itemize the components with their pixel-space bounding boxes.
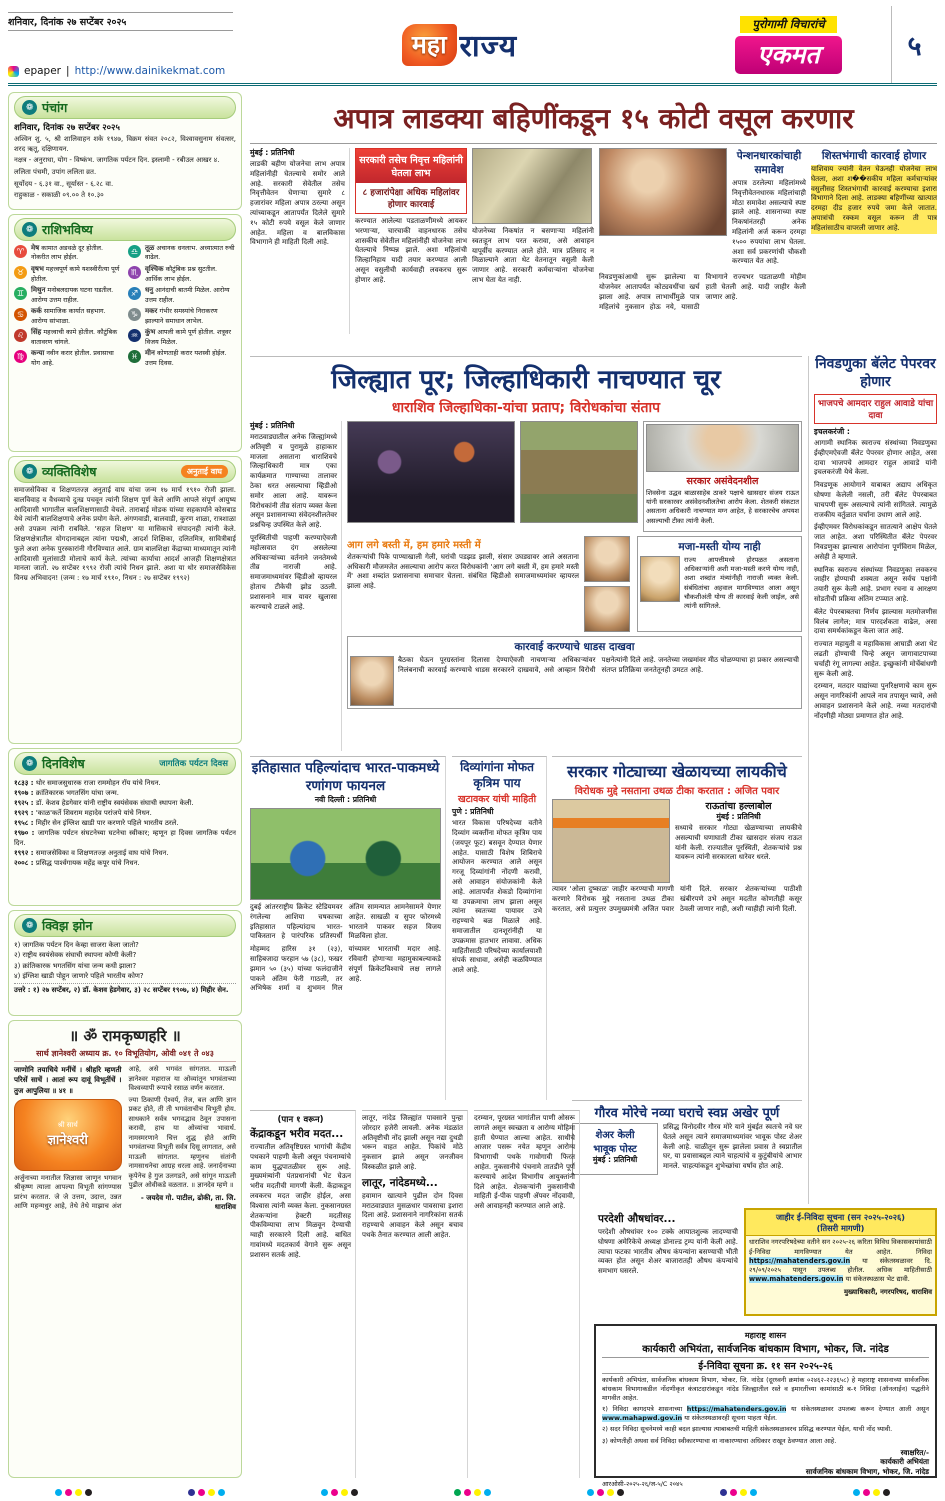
prosthetic-subhead: खटावकर यांची माहिती xyxy=(457,794,537,806)
prosthetic-article xyxy=(452,756,547,1100)
zodiac-name: कुंभ xyxy=(145,328,156,337)
cricket-headline: इतिहासात पहिल्यांदाच भारत-पाकमध्ये रणांगण फायनल xyxy=(251,760,440,794)
continuation-head-2: लातूर, नांदेडमध्ये... xyxy=(362,1176,438,1189)
attack-tag: राऊतांचा हल्लाबोल xyxy=(705,801,772,812)
scorpio-icon: ♏ xyxy=(128,266,141,279)
tender-signatory: मुख्याधिकारी, नगरपरिषद, धाराशिव xyxy=(843,1288,932,1297)
page-number: ५ xyxy=(891,6,937,83)
panchang-header xyxy=(14,96,236,119)
zodiac-name: मकर xyxy=(145,307,158,316)
prosthetic-body: भारत विकास परिषदेच्या वतीने दिव्यांग व्यक्तींना मोफत कृत्रिम पाय (जयपूर फूट) बसवून देण्यात येणार आहेत. यासाठी विशेष शिबिराचे आयोजन करण्यात आले असून गरजू दिव्यांगांनी नोंदणी करावी, असे आवाहन संयोजकांनी केले आहे. आतापर्यंत शेकडो दिव्यांगांना या उपक्रमाचा लाभ झाला असून त्यांना स्वतःच्या पायावर उभे राहण्याचे बळ मिळाले आहे. समाजातील दानशूरांनीही या उपक्रमास हातभार लावावा. अधिक माहितीसाठी परिषदेच्या कार्यालयाशी संपर्क साधावा, असेही कळविण्यात आले आहे. xyxy=(452,819,542,975)
zodiac-item xyxy=(14,265,122,283)
registration-dot xyxy=(587,1489,594,1496)
registration-dot xyxy=(321,1489,328,1496)
raut-box-title: सरकार असंवेदनशील xyxy=(686,476,759,487)
official-portrait-1 xyxy=(584,536,630,582)
quiz-answers: उत्तरे : १) २७ सप्टेंबर, २) डॉ. केशव हेडगेवार, ३) २८ सप्टेंबर १९०७, ४) मिहीर सेन. xyxy=(14,983,236,995)
sagittarius-icon: ♐ xyxy=(128,287,141,300)
registration-dot xyxy=(750,1489,757,1496)
registration-dot xyxy=(188,1489,195,1496)
zodiac-name: धनु xyxy=(145,286,154,295)
registration-dot xyxy=(341,1489,348,1496)
year-label: २००८ : xyxy=(14,859,36,867)
spiritual-body xyxy=(14,1065,236,1212)
newspaper-logo xyxy=(233,6,686,83)
registration-marks xyxy=(0,1489,945,1496)
byline: इचलकरंजी : xyxy=(814,427,850,436)
registration-dot xyxy=(208,1489,215,1496)
byline: मुंबई : प्रतिनिधी xyxy=(250,421,295,430)
logo-suffix: राज्य xyxy=(459,29,518,64)
event-text: जागतिक पर्यटन संघटनेच्या घटनेचा स्वीकार; म्हणून हा दिवस जागतिक पर्यटन दिन. xyxy=(14,829,236,847)
quiz-question: ४) इंग्लिश खाडी पोहून जाणारे पहिले भारतीय कोण? xyxy=(14,972,144,981)
ballot-para: निवडणूक आयोगाने याबाबत अद्याप अधिकृत घोषणा केलेली नसली, तरी बॅलेट पेपरबाबत चाचपणी सुरू असल्याचे त्यांनी सांगितले. त्यामुळे राजकीय वर्तुळात चर्चांना उधाण आले आहे. xyxy=(814,481,937,519)
signature-line: सार्वजनिक बांधकाम विभाग, भोकर, जि. नांदेड xyxy=(805,1467,929,1477)
zodiac-text: सामाजिक कार्यात सहभाग. आरोग्य सांभाळा. xyxy=(31,307,106,325)
zodiac-grid xyxy=(14,244,236,367)
continuation-body-1: राज्यातील अतिवृष्टिग्रस्त भागांची केंद्रीय पथकाने पाहणी केली असून पंचनाम्यांचे काम युद्धपातळीवर सुरू आहे. मुख्यमंत्र्यांनी पंतप्रधानांची भेट घेऊन भरीव मदतीची मागणी केली. केंद्राकडून लवकरच मदत जाहीर होईल, असा विश्वास त्यांनी व्यक्त केला. नुकसानग्रस्त शेतकऱ्यांना हेक्टरी मदतीसह पीकविम्याचा लाभ मिळवून देण्याची ग्वाही सरकारने दिली आहे. बाधित गावांमध्ये मदतकार्य वेगाने सुरू असून प्रशासन सतर्क आहे. xyxy=(250,1143,351,1259)
discipline-body: याशिवाय ज्यांनी वेतन घेऊनही योजनेचा लाभ घेतला, अशा श��सकीय महिला कर्मचाऱ्यांवर वसुलीसह शिस्तभंगाची कारवाई करण्याचा इशारा विभागाने दिला आहे. लाडक्या बहिणींच्या खात्यात दरमहा दीड हजार रुपये जमा केले जातात. अपात्रांची रक्कम वसूल करून ती पात्र महिलांसाठीच वापरली जाणार आहे. xyxy=(811,165,937,232)
registration-dot xyxy=(218,1489,225,1496)
ajit-subhead: विरोधक मुद्दे नसताना उथळ टीका करतात : अजित पवार xyxy=(574,786,780,797)
lead-col-5 xyxy=(811,148,937,334)
tender-url-2[interactable]: www.mahatenders.gov.in xyxy=(749,1275,844,1284)
flood-body-2: पूरस्थितीची पाहणी करण्याऐवजी महोत्सवात दंग असलेल्या अधिकाऱ्यांच्या वर्तनाने जनतेमध्ये तीव्र नाराजी आहे. समाजमाध्यमांवर व्हिडीओ व्हायरल होताच टीकेची झोड उठली. प्रशासनाने मात्र यावर खुलासा करण्याचे टाळले आहे. xyxy=(250,533,337,611)
day-special-title: दिनविशेष xyxy=(42,756,85,771)
lead-col-3 xyxy=(472,148,594,334)
pwd-note-1 xyxy=(602,1405,929,1423)
gemini-icon: ♊ xyxy=(14,287,27,300)
zodiac-name: वृश्चिक xyxy=(145,265,164,274)
day-special-item xyxy=(14,778,236,788)
registration-dot xyxy=(464,1489,471,1496)
registration-dot xyxy=(198,1489,205,1496)
cricket-article xyxy=(250,756,446,1100)
commentary-1: अर्जुनाच्या मनातील जिज्ञासा जाणून भगवान श्रीकृष्ण त्याला आपल्या विभूती सांगण्यास प्रारंभ करतात. जे जे उत्तम, उदात्त, उन्नत आणि महन्मधुर आहे, तेथे तेथे माझाच अंश आहे, असे भगवंत सांगतात. माऊली ज्ञानेश्वर महाराज या ओव्यांतून भगवंताच्या विश्वव्यापी रूपाचे रसाळ वर्णन करतात. xyxy=(14,1065,236,1211)
ballot-para: स्थानिक स्वराज्य संस्थांच्या निवडणुका लवकरच जाहीर होण्याची शक्यता असून सर्वच पक्षांनी तयारी सुरू केली आहे. प्रभाग रचना व आरक्षण सोडतीची प्रक्रिया अंतिम टप्प्यात आहे. xyxy=(814,565,937,603)
ajit-headline: सरकार गोट्याच्या खेळायच्या लायकीचे xyxy=(567,762,787,781)
pwd-text: या संकेतस्थळावर उपलब्ध करून देण्यात आली असून xyxy=(786,1405,929,1414)
year-label: १९२५ : xyxy=(14,799,36,807)
continuation-body-2b: हवामान खात्याने पुढील दोन दिवस मराठवाड्यात मुसळधार पावसाचा इशारा दिला आहे. प्रशासनाने नागरिकांना सतर्क राहण्याचे आवाहन केले असून बचाव पथके तैनात करण्यात आली आहेत. xyxy=(362,1191,463,1239)
graphic-top-text: श्री सार्थ xyxy=(57,1121,78,1130)
ajit-body-2: त्यावर 'ओला दुष्काळ' जाहीर करण्याची मागणी करणारे विरोधक मुद्दे नसताना उथळ टीका करतात, असे प्रत्युत्तर उपमुख्यमंत्री अजित पवार यांनी दिले. सरकार शेतकऱ्यांच्या पाठीशी खंबीरपणे उभे असून मदतीत कोणतीही कसूर ठेवली जाणार नाही, अशी ग्वाहीही त्यांनी दिली. xyxy=(552,885,802,913)
gaurav-headline: गौरव मोरेचे नव्या घराचे स्वप्न अखेर पूर्ण xyxy=(594,1106,780,1121)
currency-notes-photo xyxy=(472,148,592,224)
cancer-icon: ♋ xyxy=(14,308,27,321)
panchang-line: अश्विन शु. ५, श्री शालिवाहन शके १९४७, विक्रम संवत २०८२, विश्वावसुनाम संवत्सर, शरद ऋतू, दक्षिणायन. xyxy=(14,135,236,153)
byline: मुंबई : प्रतिनिधी xyxy=(592,1155,638,1164)
spiritual-title: ॥ ॐ रामकृष्णहरि ॥ xyxy=(69,1027,181,1045)
year-label: १९२९ : xyxy=(14,809,36,817)
pension-body: अपात्र ठरलेल्या महिलांमध्ये निवृत्तीवेतनधारक महिलांचाही मोठा समावेश असल्याचे स्पष्ट झाले आहे. शासनाच्या स्पष्ट निकषांनंतरही अनेक महिलांनी अर्ज करून दरमहा १५०० रुपयांचा लाभ घेतला. अशा सर्व प्रकरणांची चौकशी करण्यात येत आहे. xyxy=(732,179,806,266)
panchang-line: ललिता पंचमी, उपांग ललिता व्रत. xyxy=(14,167,97,176)
zodiac-item xyxy=(14,244,122,262)
zodiac-text: कामात अडथळे दूर होतील. नोकरीत लाभ होईल. xyxy=(31,244,104,262)
zodiac-text: कोणताही करार यशस्वी होईल. उत्तम दिवस. xyxy=(145,349,227,367)
flood-aerial-photo xyxy=(520,421,638,523)
person-name-badge: अनुताई वाघ xyxy=(181,465,228,478)
discipline-subhead: शिस्तभंगाची कारवाई होणार xyxy=(821,150,927,162)
main-content xyxy=(250,92,937,1488)
registration-dot xyxy=(873,1489,880,1496)
zodiac-name: कर्क xyxy=(31,307,42,316)
box-line-2: भावूक पोस्ट xyxy=(593,1144,637,1155)
horoscope-header xyxy=(14,218,236,241)
masti-body: राज्य आपत्तीमध्ये होरपळत असताना अधिकाऱ्यांनी अशी मजा-मस्ती करणे योग्य नाही, अशा शब्दांत मंत्र्यांनीही नाराजी व्यक्त केली. संबंधितांचा अहवाल मागविण्यात आला असून चौकशीअंती योग्य ती कारवाई केली जाईल, असे त्यांनी सांगितले. xyxy=(684,555,799,610)
brand-ekmat: एकमत xyxy=(735,36,841,74)
flood-subhead: धाराशिव जिल्हाधिका-यांचा प्रताप; विरोधकांचा संताप xyxy=(391,400,661,416)
lead-headline: अपात्र लाडक्या बहिणींकडून १५ कोटी वसूल करणार xyxy=(250,92,937,144)
person-special-header xyxy=(14,460,236,483)
pwd-text: १) निविदा कागदपत्रे शासनाच्या xyxy=(602,1405,687,1414)
tender-text: धाराशिव नगरपरिषदेच्या वतीने सन २०२५-२६ करिता विविध विकासकामांसाठी ई-निविदा मागविण्यात येत आहेत. निविदा xyxy=(749,1238,932,1256)
zodiac-name: सिंह xyxy=(31,328,42,337)
masthead xyxy=(8,6,937,86)
zodiac-text: महत्त्वपूर्ण कामे यशस्वीरीत्या पूर्ण होतील. xyxy=(31,265,120,283)
registration-dot xyxy=(863,1489,870,1496)
pwd-url-1[interactable]: https://mahatenders.gov.in xyxy=(686,1405,787,1414)
opposition-leader-photo xyxy=(350,656,394,706)
flood-article xyxy=(250,356,802,750)
continued-from-tag: (पान १ वरून) xyxy=(277,1115,324,1125)
sanjay-raut-photo xyxy=(646,424,799,472)
registration-dot xyxy=(853,1489,860,1496)
year-label: १९५८ : xyxy=(14,819,36,827)
registration-dot xyxy=(85,1489,92,1496)
pwd-reference: आरओसी-२०२५-२६/ज-५/C २०४५ xyxy=(602,1479,683,1488)
lead-col-4 xyxy=(599,148,806,334)
minister-photo xyxy=(640,556,680,602)
continuation-body-2c: दरम्यान, पूरग्रस्त भागांतील पाणी ओसरू लागले असून स्वच्छता व आरोग्य मोहिमा हाती घेण्यात आल्या आहेत. साथीचे आजार पसरू नयेत म्हणून आरोग्य विभागाची पथके गावोगावी फिरत आहेत. नुकसानीचे पंचनामे तातडीने पूर्ण करण्याचे आदेश विभागीय आयुक्तांनी दिले आहेत. शेतकऱ्यांनी नुकसानीची माहिती ई-पीक पाहणी ॲपवर नोंदवावी, असे आवाहनही करण्यात आले आहे. xyxy=(474,1114,575,1211)
flower-icon: ❁ xyxy=(22,918,37,933)
pisces-icon: ♓ xyxy=(128,350,141,363)
raut-reaction-box xyxy=(643,421,802,532)
quiz-question: १) जागतिक पर्यटन दिन केव्हा साजरा केला जातो? xyxy=(14,941,139,949)
flood-col-1 xyxy=(250,421,342,751)
tender-text: या संकेतस्थळास भेट द्यावी. xyxy=(843,1275,910,1284)
zodiac-item xyxy=(128,307,236,325)
byline: मुंबई : प्रतिनिधी xyxy=(250,148,295,157)
flower-icon: ❁ xyxy=(22,100,37,115)
day-special-item xyxy=(14,788,236,798)
panchang-section xyxy=(8,92,242,210)
panchang-line: राहुकाळ - सकाळी ०९.०० ते १०.३० xyxy=(14,191,104,200)
zodiac-text: नवीन करार होतील. प्रवासाचा योग आहे. xyxy=(31,349,114,367)
zodiac-item xyxy=(14,307,122,325)
lead-col-1 xyxy=(250,148,350,334)
commentary-2: ज्या ठिकाणी ऐश्वर्य, तेज, बल आणि ज्ञान प्रकट होते, ती ती भगवंताचीच विभूती होय. साधकाने सर्वत्र भगवद्भाव ठेवून उपासना करावी, हाच या ओव्यांचा भावार्थ. नामस्मरणाने चित्त शुद्ध होते आणि भगवंताच्या विभूती सर्वत्र दिसू लागतात, असे माऊली सांगतात. म्हणूनच संतांनी नामसाधनेचा आग्रह धरला आहे. जनार्दनाच्या कृपेनेच हे गुज उलगडते, असे सांगून माऊली पुढील ओवीकडे वळतात. ॥ ज्ञानदेव म्हणे ॥ xyxy=(128,1095,236,1190)
zodiac-item xyxy=(128,349,236,367)
registration-dot xyxy=(75,1489,82,1496)
zodiac-item xyxy=(128,328,236,346)
registration-dot xyxy=(351,1489,358,1496)
leo-icon: ♌ xyxy=(14,329,27,342)
masti-box xyxy=(637,536,802,632)
lead-body-3: योजनेच्या निकषांत न बसणाऱ्या महिलांनी स्वतःहून लाभ परत करावा, असे आवाहन यापूर्वीच करण्यात आले होते. मात्र प्रतिसाद न मिळाल्याने आता थेट वेतनातून वसुली केली जाणार आहे. सरकारी कर्मचाऱ्यांना योजनेचा लाभ घेता येत नाही. xyxy=(472,227,594,284)
zodiac-text: कौटुंबिक प्रश्न सुटतील. आर्थिक लाभ होईल. xyxy=(145,265,217,283)
flower-icon: ❁ xyxy=(22,222,37,237)
brand-tagline: पुरोगामी विचारांचे xyxy=(740,16,836,33)
tender-text: या संकेतस्थळावर दि. २९/०९/२०२५ पासून उपलब्ध होतील. अधिक माहितीसाठी xyxy=(749,1256,932,1274)
cricket-body-2: मोहम्मद हारिस ३१ (२३), साहिबजादा फरहान ५७ (३८), फखर झमान ५० (३५) यांच्या फलंदाजीने पाकने अंतिम फेरी गाठली, तर अभिषेक शर्मा व शुभमन गिल यांच्यावर भारताची मदार आहे. रविवारी होणाऱ्या महामुकाबल्याकडे संपूर्ण क्रिकेटविश्वाचे लक्ष लागले आहे. xyxy=(250,945,441,993)
zodiac-item xyxy=(14,286,122,304)
zodiac-item xyxy=(128,244,236,262)
pwd-notice-number: ई-निविदा सूचना क्र. ११ सन २०२५-२६ xyxy=(602,1357,929,1374)
day-special-tag: जागतिक पर्यटन दिवस xyxy=(159,759,228,769)
zodiac-item xyxy=(14,349,122,367)
spiritual-subtitle: सार्थ ज्ञानेश्वरी अध्याय क्र. १० विभूतियोग, ओवी ०४१ ते ०४३ xyxy=(14,1048,236,1062)
flood-body-1: मराठवाड्यातील अनेक जिल्ह्यांमध्ये अतिवृष्टी व पुरामुळे हाहाकार माजला असताना धाराशिवचे जिल्हाधिकारी मात्र एका कार्यक्रमात गाण्याच्या तालावर ठेका धरत असल्याचा व्हिडीओ समोर आला आहे. यावरून विरोधकांनी तीव्र संताप व्यक्त केला असून प्रशासनाच्या संवेदनशीलतेवर प्रश्नचिन्ह उपस्थित केले आहे. xyxy=(250,433,337,530)
ballot-para: राज्यात महायुती व महाविकास आघाडी अशा थेट लढती होण्याची चिन्हे असून जागावाटपाच्या चर्चाही रंगू लागल्या आहेत. इच्छुकांनी मोर्चेबांधणी सुरू केली आहे. xyxy=(814,640,937,678)
panchang-title: पंचांग xyxy=(42,100,68,115)
zodiac-name: तूळ xyxy=(145,244,155,252)
quiz-header xyxy=(14,914,236,937)
pwd-intro: कार्यकारी अभियंता, सार्वजनिक बांधकाम विभाग, भोकर, जि. नांदेड (दूरध्वनी क्रमांक ०२४६२-२२३६५८) हे महाराष्ट्र शासनाच्या सार्वजनिक बांधकाम विभागाकडील नोंदणीकृत कंत्राटदारांकडून नांदेड जिल्ह्यातील रस्ते व इमारतींच्या कामांसाठी ब-१ निविदा (ऑनलाईन) पद्धतीने मागवीत आहेत. xyxy=(602,1376,929,1403)
day-special-section xyxy=(8,748,242,906)
horoscope-section xyxy=(8,214,242,452)
year-label: १९९२ : xyxy=(14,849,36,857)
day-special-item xyxy=(14,848,236,858)
quiz-section xyxy=(8,910,242,1016)
taurus-icon: ♉ xyxy=(14,266,27,279)
cricket-body-1: दुबई आंतरराष्ट्रीय क्रिकेट स्टेडियमवर रंगलेल्या आशिया चषकाच्या इतिहासात पहिल्यांदाच भारत-पाकिस्तान हे पारंपरिक प्रतिस्पर्धी अंतिम सामन्यात आमनेसामने येणार आहेत. साखळी व सुपर फोरमध्ये भारताने पाकवर सहज विजय मिळविला होता. xyxy=(250,903,441,941)
pwd-tender-notice xyxy=(594,1324,937,1488)
registration-dot xyxy=(883,1489,890,1496)
continuation-col-2 xyxy=(362,1110,468,1478)
zodiac-name: वृषभ xyxy=(31,265,44,274)
event-text: 'काळ'कर्ते शिवराम महादेव परांजपे यांचे निधन. xyxy=(35,809,152,817)
aries-icon: ♈ xyxy=(14,245,27,258)
registration-dot xyxy=(740,1489,747,1496)
person-special-section xyxy=(8,456,242,744)
lead-body-2: करण्यात आलेल्या पडताळणीमध्ये आयकर भरणाऱ्या, चारचाकी वाहनधारक तसेच शासकीय सेवेतील महिलांनीही योजनेचा लाभ घेतल्याचे निष्पन्न झाले. अशा महिलांची जिल्हानिहाय यादी तयार करण्यात आली असून वसुलीची कार्यवाही लवकरच सुरू होणार आहे. xyxy=(355,217,467,284)
prosthetic-headline: दिव्यांगांना मोफत कृत्रिम पाय xyxy=(460,760,534,790)
pwd-note-2: २) सदर निविदा सूचनेमध्ये काही बदल झाल्यास त्याबाबतची माहिती संकेतस्थळावरच प्रसिद्ध करण्यात येईल, याची नोंद घ्यावी. xyxy=(602,1425,893,1434)
signature-line: स्वाक्षरित/- xyxy=(900,1447,929,1457)
quiz-question: ३) क्रांतिकारक भगतसिंग यांचा जन्म कधी झाला? xyxy=(14,961,137,970)
epaper-row xyxy=(8,65,233,77)
zodiac-text: आनंदाची बातमी मिळेल. आरोग्य उत्तम राहील. xyxy=(145,286,230,304)
action-box xyxy=(347,636,802,709)
registration-dot xyxy=(484,1489,491,1496)
event-text: समाजसेविका व शिक्षणतज्ज्ञ अनुताई वाघ यांचे निधन. xyxy=(35,849,169,857)
panchang-date: शनिवार, दिनांक २७ सप्टेंबर २०२५ xyxy=(14,123,120,133)
event-stage-photo xyxy=(552,799,670,883)
gaurav-body: प्रसिद्ध विनोदवीर गौरव मोरे याने मुंबईत स्वतःचे नवे घर घेतले असून त्याने समाजमाध्यमांवर भावूक पोस्ट शेअर केली आहे. चाळीतून सुरू झालेला प्रवास ते स्वप्नातील घर, या प्रवासाबद्दल त्याने चाहत्यांचे व कुटुंबीयांचे आभार मानले. चाहत्यांकडून शुभेच्छांचा वर्षाव होत आहे. xyxy=(663,1123,802,1171)
aquarius-icon: ♒ xyxy=(128,329,141,342)
tender-title-line1: जाहीर ई-निविदा सूचना (सन २०२५-२०२६) xyxy=(775,1212,906,1222)
ballot-para: ईव्हीएमवर विरोधकांकडून सातत्याने आक्षेप घेतले जात आहेत. अशा परिस्थितीत बॅलेट पेपरवर निवडणुका झाल्यास आरोपांना पूर्णविराम मिळेल, असेही ते म्हणाले. xyxy=(814,523,937,561)
pension-body-2: निवडणुकांआधी सुरू झालेल्या या योजनेवर आतापर्यंत कोट्यवधींचा खर्च झाला आहे. अपात्र लाभार्थींमुळे पात्र महिलांचे नुकसान होऊ नये, यासाठी विभागाने राज्यभर पडताळणी मोहीम हाती घेतली आहे. यादी जाहीर केली जाणार आहे. xyxy=(599,273,806,311)
capricorn-icon: ♑ xyxy=(128,308,141,321)
zodiac-name: मीन xyxy=(145,349,155,358)
raut-box-body: शिवसेना उद्धव बाळासाहेब ठाकरे पक्षाचे खासदार संजय राऊत यांनी सरकारवर असंवेदनशीलतेचा आरोप केला. शेतकरी संकटात असताना अधिकारी नाचण्यात मग्न आहेत, हे सरकारचेच अपयश असल्याची टीका त्यांनी केली. xyxy=(646,489,799,525)
zodiac-text: महत्त्वाची कामे होतील. कौटुंबिक वातावरण चांगले. xyxy=(31,328,118,346)
registration-dot xyxy=(55,1489,62,1496)
registration-dot xyxy=(65,1489,72,1496)
tender-notice-yellow xyxy=(744,1208,937,1316)
crying-woman-photo xyxy=(599,148,727,236)
graphic-label: ज्ञानेश्वरी xyxy=(47,1133,88,1149)
pwd-title: कार्यकारी अभियंता, सार्वजनिक बांधकाम विभाग, भोकर, जि. नांदेड xyxy=(642,1344,889,1355)
zodiac-item xyxy=(128,265,236,283)
continuation-col-4 xyxy=(598,1210,738,1318)
panchang-line: सूर्योदय - ६.३१ वा., सूर्यास्त - ६.२८ वा. xyxy=(14,179,114,188)
separator: | xyxy=(66,65,70,77)
caption-body: शेतकऱ्यांची पिके पाण्याखाली गेली, घरांची पडझड झाली, संसार उघड्यावर आले असताना अधिकारी मौजमजेत असल्याचा आरोप करत विरोधकांनी 'आग लगे बस्ती में, हम हमारे मस्ती में' अशा शब्दांत प्रशासनाचा समाचार घेतला. संबंधित व्हिडीओ समाजमाध्यमांवर व्हायरल झाला आहे. xyxy=(347,552,579,591)
byline: पुणे : प्रतिनिधी xyxy=(452,807,494,817)
tender-body xyxy=(749,1238,932,1284)
site-url[interactable]: http://www.dainikekmat.com xyxy=(74,65,226,77)
zodiac-text: गंभीर समस्यांचे निराकरण झाल्याने समाधान लाभेल. xyxy=(145,307,218,325)
ballot-para: बॅलेट पेपरबाबतचा निर्णय झाल्यास मतमोजणीस विलंब लागेल; मात्र पारदर्शकता वाढेल, असा दावा समर्थकांकडून केला जात आहे. xyxy=(814,607,937,636)
ballot-headline: निवडणुका बॅलेट पेपरवर होणार xyxy=(815,356,936,390)
tender-url-1[interactable]: https://mahatenders.gov.in xyxy=(749,1256,851,1265)
person-special-title: व्यक्तिविशेष xyxy=(42,464,97,479)
day-special-item xyxy=(14,798,236,808)
horoscope-title: राशिभविष्य xyxy=(42,222,93,237)
highlight-box-subtitle: ८ हजारांपेक्षा अधिक महिलांवर होणार कारवाई xyxy=(362,188,460,210)
registration-dot xyxy=(597,1489,604,1496)
year-label: १९७० : xyxy=(14,829,38,837)
highlight-box-title: सरकारी तसेच निवृत्त महिलांनी घेतला लाभ xyxy=(356,149,466,183)
photo-caption: आग लगे बस्ती में, हम हमारे मस्ती में xyxy=(347,539,481,551)
official-portrait-2 xyxy=(584,586,630,632)
government-label: महाराष्ट्र शासन xyxy=(744,1331,787,1340)
lead-body-1: लाडकी बहीण योजनेचा लाभ अपात्र महिलांनीही घेतल्याचे समोर आले आहे. सरकारी सेवेतील तसेच निवृत्तीवेतन घेणाऱ्या सुमारे ८ हजारांवर महिला अपात्र ठरल्या असून त्यांच्याकडून आतापर्यंत दिलेले सुमारे १५ कोटी रुपये वसूल केले जाणार आहेत. महिला व बालविकास विभागाने ही माहिती दिली आहे. xyxy=(250,160,345,247)
sidebar xyxy=(8,92,242,1478)
signature-line: कार्यकारी अभियंता xyxy=(880,1457,929,1467)
day-special-item xyxy=(14,858,236,868)
event-text: थोर समाजसुधारक राजा राममोहन रॉय यांचे निधन. xyxy=(35,779,161,787)
pwd-note-3: ३) कोणतीही अथवा सर्व निविदा स्वीकारण्याचा वा नाकारण्याचा अधिकार राखून ठेवण्यात आला आहे. xyxy=(602,1436,837,1445)
pwd-text: या संकेतस्थळावरही सूचना पाहता येईल. xyxy=(682,1414,778,1423)
year-label: १९०७ : xyxy=(14,789,36,797)
byline: मुंबई : प्रतिनिधी xyxy=(716,812,761,821)
zodiac-name: मेष xyxy=(31,244,40,252)
action-subhead: कारवाई करण्याचे धाडस दाखवा xyxy=(514,640,635,653)
registration-dot xyxy=(607,1489,614,1496)
maharashtra-map-graphic: महा xyxy=(402,24,457,66)
date-line: शनिवार, दिनांक २७ सप्टेंबर २०२५ xyxy=(8,12,233,31)
ballot-claim-tag: भाजपचे आमदार राहुल आवाडे यांचा दावा xyxy=(814,394,937,424)
india-pakistan-cricket-photo xyxy=(250,808,441,900)
registration-dot xyxy=(454,1489,461,1496)
libra-icon: ♎ xyxy=(128,245,141,258)
author-signature: - जयदेव गो. पाटील, ढोकी, ता. जि. धाराशिव xyxy=(140,1193,236,1211)
masti-subhead: मजा-मस्ती योग्य नाही xyxy=(678,540,761,553)
registration-dot xyxy=(617,1489,624,1496)
continuation-head-3: परदेशी औषधांवर... xyxy=(598,1213,676,1225)
dnyaneshwari-graphic xyxy=(14,1099,122,1171)
spiritual-column-section xyxy=(8,1020,242,1478)
registration-dot xyxy=(474,1489,481,1496)
event-text: डॉ. केशव हेडगेवार यांनी राष्ट्रीय स्वयंसेवक संघाची स्थापना केली. xyxy=(35,799,194,807)
virgo-icon: ♍ xyxy=(14,350,27,363)
lead-col-2 xyxy=(355,148,467,334)
flood-headline: जिल्ह्यात पूर; जिल्हाधिकारी नाचण्यात चूर xyxy=(331,365,721,395)
continuation-body-2a: लातूर, नांदेड जिल्ह्यांत पावसाने पुन्हा जोरदार हजेरी लावली. अनेक मंडळांत अतिवृष्टीची नोंद झाली असून नद्या दुथडी भरून वाहत आहेत. पिकांचे मोठे नुकसान झाले असून जनजीवन विस्कळीत झाले आहे. xyxy=(362,1114,463,1171)
masthead-right xyxy=(686,6,891,83)
day-special-item xyxy=(14,818,236,828)
emotional-post-box xyxy=(572,1123,658,1175)
masthead-left xyxy=(8,6,233,83)
registration-dot xyxy=(730,1489,737,1496)
epaper-icon xyxy=(8,66,19,77)
person-special-body: समाजसेविका व शिक्षणतज्ज्ञ अनुताई वाघ यांचा जन्म १७ मार्च १९१० रोजी झाला. बालविवाह व वैधव्याचे दुःख पचवून त्यांनी शिक्षण पूर्ण केले आणि आपले संपूर्ण आयुष्य आदिवासी भागातील बालशिक्षणासाठी वेचले. ताराबाई मोडक यांच्या सहकार्याने कोसबाड येथे त्यांनी बालशिक्षणाचे अनेक प्रयोग केले. अंगणवाडी, बालवाडी, कुरण शाळा, रात्रशाळा असे उपक्रम त्यांनी राबविले. 'सहज शिक्षण' या मासिकाचे संपादनही त्यांनी केले. शिक्षणक्षेत्रातील योगदानाबद्दल त्यांना पद्मश्री, आदर्श शिक्षिका, दलितमित्र, सावित्रीबाई फुले अशा अनेक पुरस्कारांनी गौरविण्यात आले. ग्राम बालशिक्षा केंद्राच्या माध्यमातून त्यांनी आदिवासी मुलांसाठी मोलाचे कार्य केले. त्यांच्या कार्याचा आदर्श आजही शिक्षणक्षेत्रात मानला जातो. २७ सप्टेंबर १९९२ रोजी त्यांचे निधन झाले. अशा या थोर समाजसेविकेस विनम्र अभिवादन! (जन्म : १७ मार्च १९१०, निधन : २७ सप्टेंबर १९९२) xyxy=(14,486,236,583)
event-text: मिहीर सेन इंग्लिश खाडी पार करणारे पहिले भारतीय ठरले. xyxy=(35,819,179,827)
quiz-question: २) राष्ट्रीय स्वयंसेवक संघाची स्थापना कोणी केली? xyxy=(14,951,137,960)
pwd-url-2[interactable]: www.mahapwd.gov.in xyxy=(602,1414,683,1423)
dancing-event-photo xyxy=(347,421,515,523)
pension-subhead: पेन्शनधारकांचाही समावेश xyxy=(736,150,802,176)
event-text: क्रांतिकारक भगतसिंग यांचा जन्म. xyxy=(35,789,119,797)
zodiac-text: अचानक धनलाभ. अध्यात्मात रुची वाढेल. xyxy=(145,244,235,262)
event-text: प्रसिद्ध पार्श्वगायक महेंद्र कपूर यांचे निधन. xyxy=(35,859,140,867)
continuation-head-1: केंद्राकडून भरीव मदत... xyxy=(250,1128,344,1140)
flower-icon: ❁ xyxy=(22,756,37,771)
page-content xyxy=(8,92,937,1488)
zodiac-name: मिथुन xyxy=(31,286,46,295)
epaper-label[interactable]: epaper xyxy=(24,65,62,77)
day-special-header xyxy=(14,752,236,775)
zodiac-item xyxy=(14,328,122,346)
continuation-body-3: परदेशी औषधांवर १०० टक्के आयातशुल्क लादण्याची घोषणा अमेरिकेचे अध्यक्ष डोनाल्ड ट्रम्प यांनी केली आहे. त्याचा फटका भारतीय औषध कंपन्यांना बसण्याची भीती व्यक्त होत असून शेअर बाजारातही औषध कंपन्यांचे समभाग घसरले. xyxy=(598,1228,738,1276)
box-line-1: शेअर केली xyxy=(595,1130,635,1141)
year-label: १८३३ : xyxy=(14,779,36,787)
zodiac-name: कन्या xyxy=(31,349,45,358)
flower-icon: ❁ xyxy=(22,464,37,479)
pwd-signature xyxy=(602,1448,929,1477)
day-special-item xyxy=(14,808,236,818)
ajit-body-1: सध्याचे सरकार गोट्या खेळण्याच्या लायकीचे असल्याची घणाघाती टीका खासदार संजय राऊत यांनी केली. राज्यातील पूरस्थिती, शेतकऱ्यांचे प्रश्न यावरून त्यांनी सरकारला धारेवर धरले. xyxy=(675,824,802,862)
zodiac-text: मनोबलदायक घटना घडतील. आरोग्य उत्तम राहील. xyxy=(31,286,114,304)
continuation-col-3 xyxy=(474,1110,580,1478)
action-body: बैठका घेऊन पूरग्रस्तांना दिलासा देण्याऐवजी नाचणाऱ्या अधिकाऱ्यांवर निलंबनाची कारवाई करण्याचे धाडस सरकारने दाखवावे, असे आव्हान विरोधी पक्षनेत्यांनी दिले आहे. जनतेच्या जखमांवर मीठ चोळण्याचा हा प्रकार असल्याची संतप्त प्रतिक्रिया जनतेतूनही उमटत आहे. xyxy=(398,655,799,674)
byline: नवी दिल्ली : प्रतिनिधी xyxy=(314,795,377,805)
gaurav-article xyxy=(572,1100,802,1200)
continuation-col-1 xyxy=(250,1110,356,1478)
tender-title xyxy=(746,1210,935,1236)
verse-text: जाणोनि तयाचिये मनींचें । श्रीहरि म्हणती परिसें साचें । आतां रूप दावूं विभूतींचें । तुज आपुलिया ॥ ४१ ॥ xyxy=(14,1065,122,1095)
registration-dot xyxy=(720,1489,727,1496)
zodiac-item xyxy=(128,286,236,304)
highlight-box xyxy=(355,148,467,214)
ballot-para: दरम्यान, मतदार याद्यांच्या पुनरिक्षणाचे काम सुरू असून नागरिकांनी आपले नाव तपासून घ्यावे, असे आवाहन प्रशासनाने केले आहे. नव्या मतदारांची नोंदणीही मोठ्या प्रमाणात होत आहे. xyxy=(814,682,937,720)
zodiac-text: आपली कामे पूर्ण होतील. शत्रूवर विजय मिळेल. xyxy=(145,328,232,346)
panchang-line: नक्षत्र - अनुराधा, योग - विष्कंभ. जागतिक पर्यटन दिन. इस्लामी - रबीउल आखर ४. xyxy=(14,156,220,165)
ajit-pawar-article xyxy=(552,756,802,1096)
registration-dot xyxy=(331,1489,338,1496)
tender-title-line2: (तिसरी मागणी) xyxy=(816,1222,865,1233)
ballot-para: आगामी स्थानिक स्वराज्य संस्थांच्या निवडणुका ईव्हीएमऐवजी बॅलेट पेपरवर होणार आहेत, असा दावा भाजपचे आमदार राहुल आवाडे यांनी इचलकरंजी येथे केला. xyxy=(814,439,937,477)
day-special-item xyxy=(14,828,236,848)
ballot-article xyxy=(808,356,937,1204)
caption-column xyxy=(347,536,579,632)
lead-article xyxy=(250,92,937,350)
portraits-column xyxy=(584,536,632,632)
quiz-title: क्विझ झोन xyxy=(42,918,93,933)
